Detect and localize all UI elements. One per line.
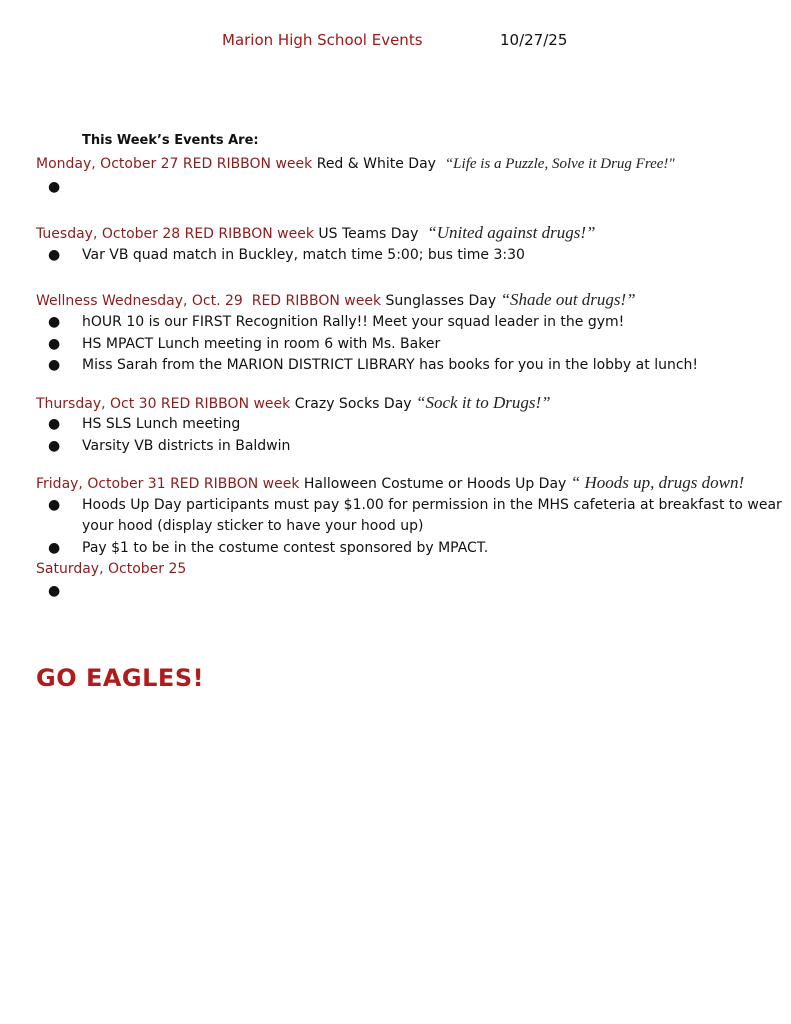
bullet: ● bbox=[48, 247, 61, 263]
day-quote: “Life is a Puzzle, Solve it Drug Free!" bbox=[444, 156, 675, 172]
list-item: Varsity VB districts in Baldwin bbox=[82, 438, 291, 454]
list-item: Miss Sarah from the MARION DISTRICT LIBRARY has books for you in the lobby at lunch! bbox=[82, 357, 699, 373]
day-theme: Sunglasses Day bbox=[385, 293, 497, 309]
day-theme: Red & White Day bbox=[316, 156, 436, 172]
document-title: Marion High School Events bbox=[222, 31, 423, 49]
list-item-continuation: your hood (display sticker to have your hood up) bbox=[82, 518, 424, 534]
day-heading-saturday: Saturday, October 25 bbox=[36, 561, 187, 577]
day-date: Thursday, Oct 30 RED RIBBON week bbox=[36, 396, 291, 412]
day-theme: Halloween Costume or Hoods Up Day bbox=[303, 476, 567, 492]
day-quote: “ Hoods up, drugs down! bbox=[570, 473, 745, 492]
day-date: Monday, October 27 RED RIBBON week bbox=[36, 156, 313, 172]
bullet: ● bbox=[48, 540, 61, 556]
bullet: ● bbox=[48, 583, 61, 599]
intro-heading: This Week’s Events Are: bbox=[82, 133, 259, 148]
bullet: ● bbox=[48, 438, 61, 454]
day-quote: “Sock it to Drugs!” bbox=[416, 393, 551, 412]
list-item: Hoods Up Day participants must pay $1.00 for permission in the MHS cafeteria at breakfast to wear bbox=[82, 497, 782, 513]
bullet: ● bbox=[48, 357, 61, 373]
day-heading-thursday bbox=[36, 393, 551, 413]
day-heading-tuesday bbox=[36, 223, 595, 243]
bullet: ● bbox=[48, 314, 61, 330]
list-item: Var VB quad match in Buckley, match time 5:00; bus time 3:30 bbox=[82, 247, 525, 263]
day-heading-friday bbox=[36, 473, 744, 493]
bullet: ● bbox=[48, 497, 61, 513]
day-quote: “United against drugs!” bbox=[427, 223, 596, 242]
bullet: ● bbox=[48, 179, 61, 195]
day-heading-monday bbox=[36, 156, 675, 173]
list-item: HS SLS Lunch meeting bbox=[82, 416, 241, 432]
day-quote: “Shade out drugs!” bbox=[500, 290, 636, 309]
list-item: HS MPACT Lunch meeting in room 6 with Ms. Baker bbox=[82, 336, 441, 352]
bullet: ● bbox=[48, 336, 61, 352]
list-item: hOUR 10 is our FIRST Recognition Rally!! Meet your squad leader in the gym! bbox=[82, 314, 625, 330]
day-theme: Crazy Socks Day bbox=[294, 396, 412, 412]
document-date: 10/27/25 bbox=[500, 31, 568, 49]
day-heading-wednesday bbox=[36, 290, 636, 310]
day-date: Friday, October 31 RED RIBBON week bbox=[36, 476, 300, 492]
day-date: Tuesday, October 28 RED RIBBON week bbox=[36, 226, 314, 242]
day-date: Wellness Wednesday, Oct. 29 RED RIBBON week bbox=[36, 293, 382, 309]
day-theme: US Teams Day bbox=[318, 226, 419, 242]
go-eagles-footer: GO EAGLES! bbox=[36, 664, 205, 692]
bullet: ● bbox=[48, 416, 61, 432]
list-item: Pay $1 to be in the costume contest sponsored by MPACT. bbox=[82, 540, 489, 556]
